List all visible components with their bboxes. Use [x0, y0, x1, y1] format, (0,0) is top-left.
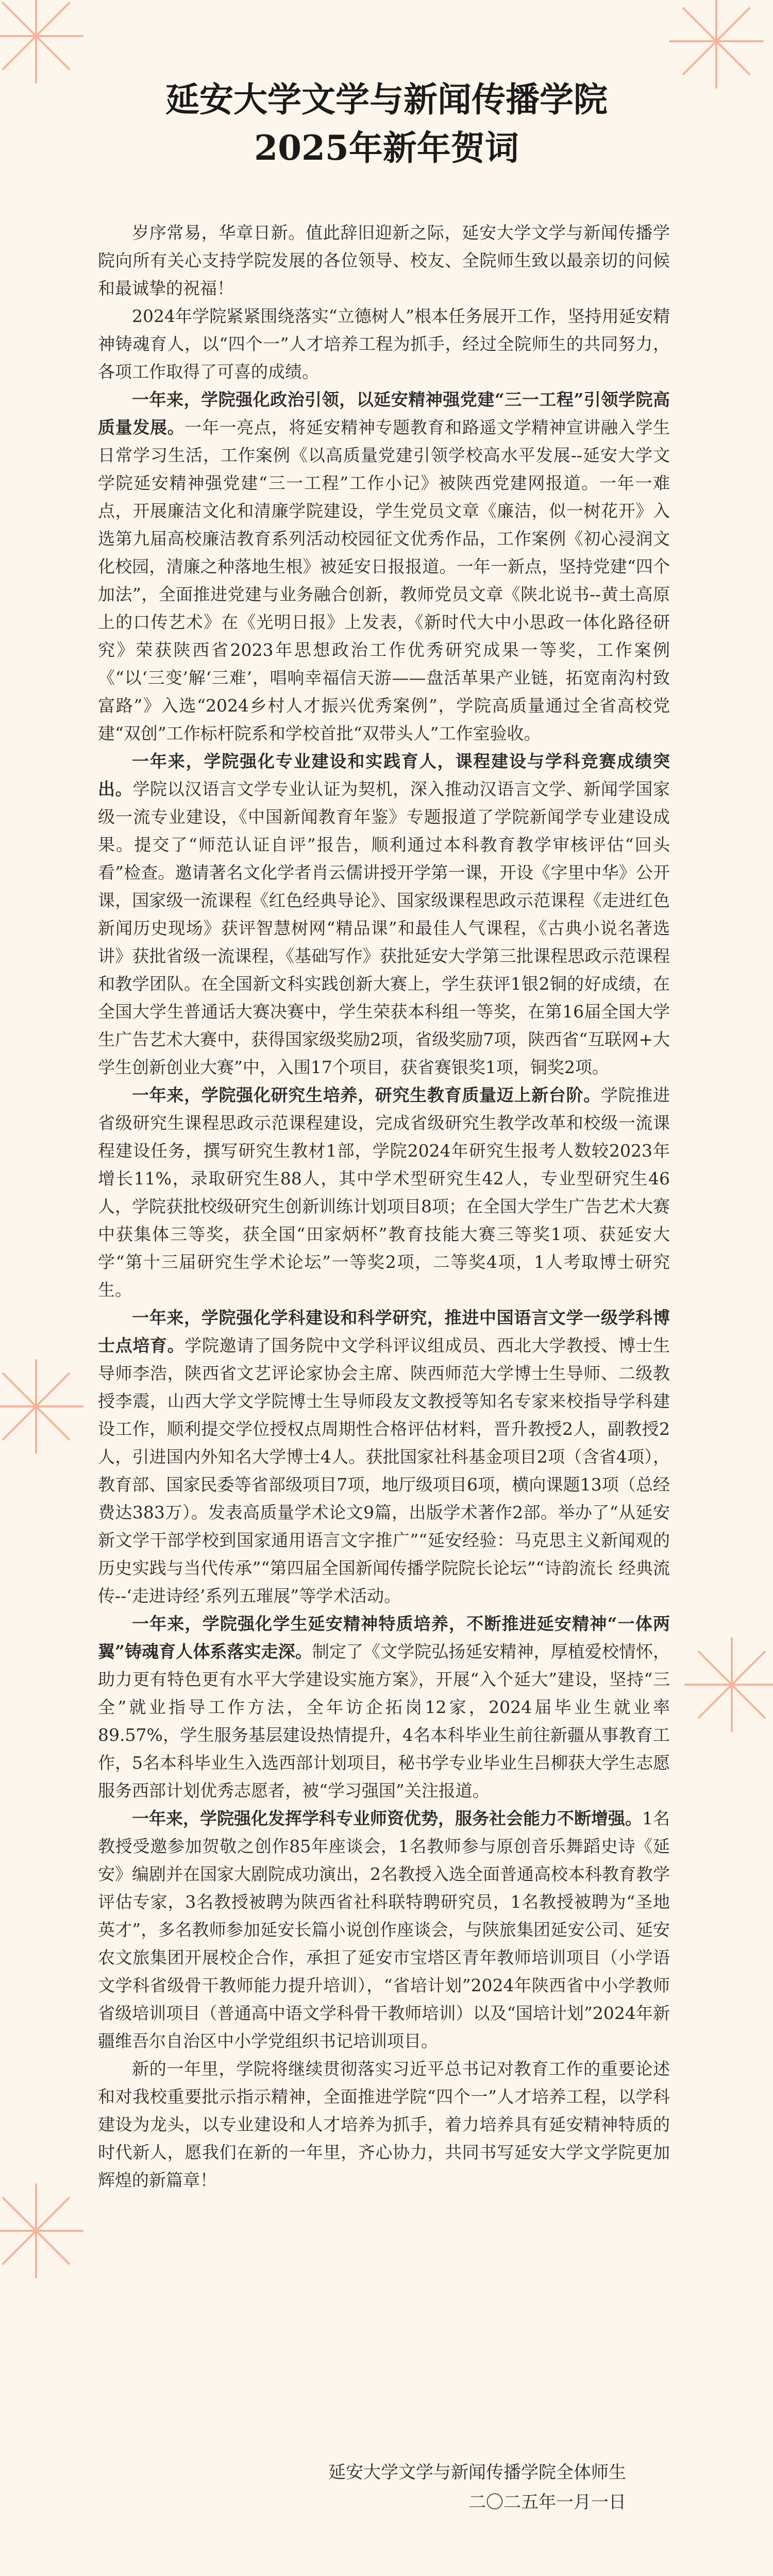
firework-icon: [675, 1628, 773, 1741]
paragraph: 一年来，学院强化政治引领，以延安精神强党建“三一工程”引领学院高质量发展。一年一亮点，将延安精神专题教育和路遥文学精神宣讲融入学生日常学习生活，工作案例《以高质量党建引领学校高水平发展--延安大学文学院延安精神强党建“三一工程”工作小记》被陕西党建网报道。一年一难点，开展廉洁文化和清廉学院建设，学生党员文章《廉洁，似一树花开》入选第九届高校廉洁教育系列活动校园征文优秀作品，工作案例《初心浸润文化校园，清廉之种落地生根》被延安日报报道。一年一新点，坚持党建“四个加法”，全面推进党建与业务融合创新，教师党员文章《陕北说书--黄土高原上的口传艺术》在《光明日报》上发表，《新时代大中小思政一体化路径研究》荣获陕西省2023年思想政治工作优秀研究成果一等奖，工作案例《“以‘三变’解‘三难’，唱响幸福信天游——盘活革果产业链，拓宽南沟村致富路”》入选“2024乡村人才振兴优秀案例”，学院高质量通过全省高校党建“双创”工作标杆院系和学校首批“双带头人”工作室验收。: [98, 389, 670, 743]
signature-date: 二〇二五年一月一日: [468, 2492, 626, 2513]
paragraph: 一年来，学院强化发挥学科专业师资优势，服务社会能力不断增强。1名教授受邀参加贺敬之创作85年座谈会，1名教师参与原创音乐舞蹈史诗《延安》编剧并在国家大剧院成功演出，2名教授入选全面普通高校本科教育教学评估专家，3名教授被聘为陕西省社科联特聘研究员，1名教授被聘为“圣地英才”，多名教师参加延安长篇小说创作座谈会，与陕旅集团延安公司、延安农文旅集团开展校企合作，承担了延安市宝塔区青年教师培训项目（小学语文学科省级骨干教师能力提升培训），“省培计划”2024年陕西省中小学教师省级培训项目（普通高中语文学科骨干教师培训）以及“国培计划”2024年新疆维吾尔自治区中小学党组织书记培训项目。: [98, 1808, 670, 2051]
paragraph: 新的一年里，学院将继续贯彻落实习近平总书记对教育工作的重要论述和对我校重要批示指示精神，全面推进学院“四个一”人才培养工程，以学科建设为龙头，以专业建设和人才培养为抓手，着力培养具有延安精神特质的时代新人，愿我们在新的一年里，齐心协力，共同书写延安大学文学院更加辉煌的新篇章！: [98, 2059, 670, 2190]
firework-icon: [0, 1350, 93, 1463]
page-subtitle: 2025年新年贺词: [254, 128, 519, 168]
firework-icon: [0, 2174, 93, 2287]
paragraph: 一年来，学院强化学科建设和科学研究，推进中国语言文学一级学科博士点培育。学院邀请了国务院中文学科评议组成员、西北大学教授、博士生导师李浩，陕西省文艺评论家协会主席、陕西师范大学博士生导师、二级教授李震，山西大学文学院博士生导师段友文教授等知名专家来校指导学科建设工作，顺利提交学位授权点周期性合格评估材料，晋升教授2人，副教授2人，引进国内外知名大学博士4人。获批国家社科基金项目2项（含省4项），教育部、国家民委等省部级项目7项，地厅级项目6项，横向课题13项（总经费达383万）。发表高质量学术论文9篇，出版学术著作2部。举办了“从延安新文学干部学校到国家通用语言文字推广”“延安经验：马克思主义新闻观的历史实践与当代传承”“第四届全国新闻传播学院院长论坛”“诗韵流长 经典流传--‘走进诗经’系列五璀展”等学术活动。: [98, 1308, 670, 1606]
paragraph: 一年来，学院强化研究生培养，研究生教育质量迈上新台阶。学院推进省级研究生课程思政示范课程建设，完成省级研究生教学改革和校级一流课程建设任务，撰写研究生教材1部，学院2024年研究生报考人数较2023年增长11%，录取研究生88人，其中学术型研究生42人，专业型研究生46人，学院获批校级研究生创新训练计划项目8项；在全国大学生广告艺术大赛中获集体三等奖，获全国“田家炳杯”教育技能大赛三等奖1项、获延安大学“第十三届研究生学术论坛”一等奖2项，二等奖4项，1人考取博士研究生。: [98, 1085, 670, 1300]
paragraph: 一年来，学院强化专业建设和实践育人，课程建设与学科竞赛成绩突出。学院以汉语言文学专业认证为契机，深入推动汉语言文学、新闻学国家级一流专业建设，《中国新闻教育年鉴》专题报道了学院新闻学专业建设成果。提交了“师范认证自评”报告，顺利通过本科教育教学审核评估“回头看”检查。邀请著名文化学者肖云儒讲授开学第一课，开设《字里中华》公开课，国家级一流课程《红色经典导论》、国家级课程思政示范课程《走进红色新闻历史现场》获评智慧树网“精品课”和最佳人气课程，《古典小说名著选讲》获批省级一流课程，《基础写作》获批延安大学第三批课程思政示范课程和教学团队。在全国新文科实践创新大赛上，学生获评1银2铜的好成绩，在全国大学生普通话大赛决赛中，学生荣获本科组一等奖，在第16届全国大学生广告艺术大赛中，获得国家级奖励2项，省级奖励7项，陕西省“互联网+大学生创新创业大赛”中，入围17个项目，获省赛银奖1项，铜奖2项。: [98, 751, 670, 1077]
page-title: 延安大学文学与新闻传播学院: [165, 79, 608, 120]
signature-org: 延安大学文学与新闻传播学院全体师生: [328, 2462, 626, 2483]
signature: [328, 2458, 626, 2517]
paragraph: 岁序常易，华章日新。值此辞旧迎新之际，延安大学文学与新闻传播学院向所有关心支持学院发展的各位领导、校友、全院师生致以最亲切的问候和最诚挚的祝福！: [98, 223, 670, 298]
paragraph: 一年来，学院强化学生延安精神特质培养，不断推进延安精神“一体两翼”铸魂育人体系落实走深。制定了《文学院弘扬延安精神，厚植爱校情怀，助力更有特色更有水平大学建设实施方案》，开展“入个延大”建设，坚持“三全”就业指导工作方法，全年访企拓岗12家，2024届毕业生就业率89.57%，学生服务基层建设热情提升，4名本科毕业生前往新疆从事教育工作，5名本科毕业生入选西部计划项目，秘书学专业毕业生吕柳获大学生志愿服务西部计划优秀志愿者，被“学习强国”关注报道。: [98, 1614, 670, 1801]
greeting-body: [98, 219, 670, 2194]
paragraph: 2024年学院紧紧围绕落实“立德树人”根本任务展开工作，坚持用延安精神铸魂育人，以“四个一”人才培养工程为抓手，经过全院师生的共同努力，各项工作取得了可喜的成绩。: [98, 306, 670, 382]
